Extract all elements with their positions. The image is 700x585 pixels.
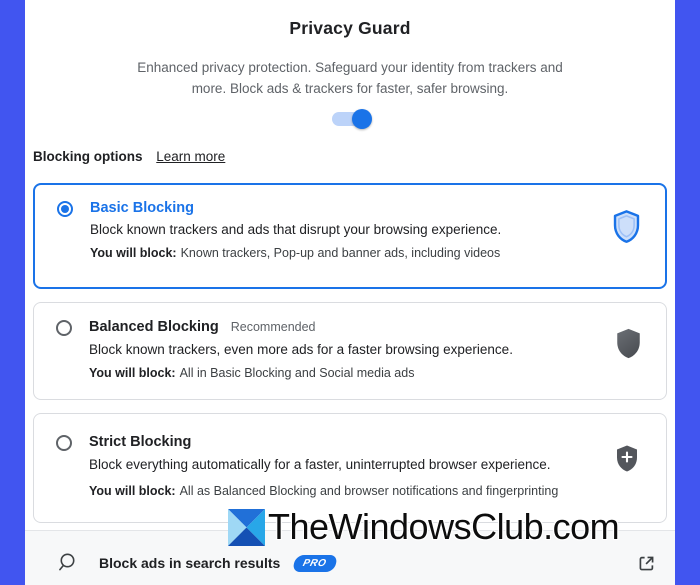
- shield-strict-icon: [615, 444, 639, 473]
- page-description: [90, 57, 610, 99]
- basic-title: Basic Blocking: [90, 200, 194, 216]
- learn-more-link[interactable]: Learn more: [156, 149, 226, 164]
- page-description-line2: more. Block ads & trackers for faster, safer browsing.: [191, 81, 509, 96]
- you-will-block-text: Known trackers, Pop-up and banner ads, including videos: [180, 246, 501, 260]
- you-will-block-label: You will block:: [90, 246, 177, 260]
- recommended-badge: Recommended: [230, 320, 316, 334]
- you-will-block-text: All in Basic Blocking and Social media ads: [179, 366, 415, 380]
- balanced-title: Balanced Blocking: [89, 319, 219, 335]
- strict-you-will-block: [89, 484, 558, 498]
- toggle-knob-on: [352, 109, 372, 129]
- you-will-block-label: You will block:: [89, 484, 176, 498]
- shield-basic-icon: [612, 209, 641, 244]
- privacy-guard-panel: [25, 0, 675, 585]
- blocking-option-balanced[interactable]: [33, 302, 667, 400]
- footer-feature-bar: [25, 530, 675, 585]
- page-title: Privacy Guard: [289, 18, 411, 38]
- blocking-option-strict[interactable]: [33, 413, 667, 523]
- blocking-options-row: [33, 149, 225, 164]
- blocking-option-basic[interactable]: [33, 183, 667, 289]
- basic-description: Block known trackers and ads that disrupt your browsing experience.: [90, 222, 502, 237]
- page-description-line1: Enhanced privacy protection. Safeguard your identity from trackers and: [137, 60, 563, 75]
- blocking-options-label: Blocking options: [33, 149, 143, 164]
- shield-balanced-icon: [615, 327, 642, 360]
- privacy-guard-toggle[interactable]: [328, 109, 372, 129]
- strict-card-body: [89, 434, 618, 498]
- strict-description: Block everything automatically for a faster, uninterrupted browser experience.: [89, 457, 551, 472]
- balanced-description: Block known trackers, even more ads for a faster browsing experience.: [89, 342, 513, 357]
- you-will-block-label: You will block:: [89, 366, 176, 380]
- radio-balanced-unselected[interactable]: [56, 320, 72, 336]
- external-link-icon[interactable]: [636, 553, 657, 574]
- you-will-block-text: All as Balanced Blocking and browser notifications and fingerprinting: [179, 484, 559, 498]
- search-icon: [55, 551, 79, 575]
- radio-dot: [61, 205, 69, 213]
- watermark-text: TheWindowsClub.com: [268, 506, 620, 547]
- pro-badge: PRO: [292, 555, 338, 572]
- basic-you-will-block: [90, 246, 501, 260]
- strict-title: Strict Blocking: [89, 434, 192, 450]
- footer-feature-label: Block ads in search results: [99, 555, 281, 571]
- radio-strict-unselected[interactable]: [56, 435, 72, 451]
- basic-card-body: [90, 200, 561, 260]
- balanced-you-will-block: [89, 366, 513, 380]
- balanced-card-body: [89, 319, 573, 380]
- radio-basic-selected[interactable]: [57, 201, 73, 217]
